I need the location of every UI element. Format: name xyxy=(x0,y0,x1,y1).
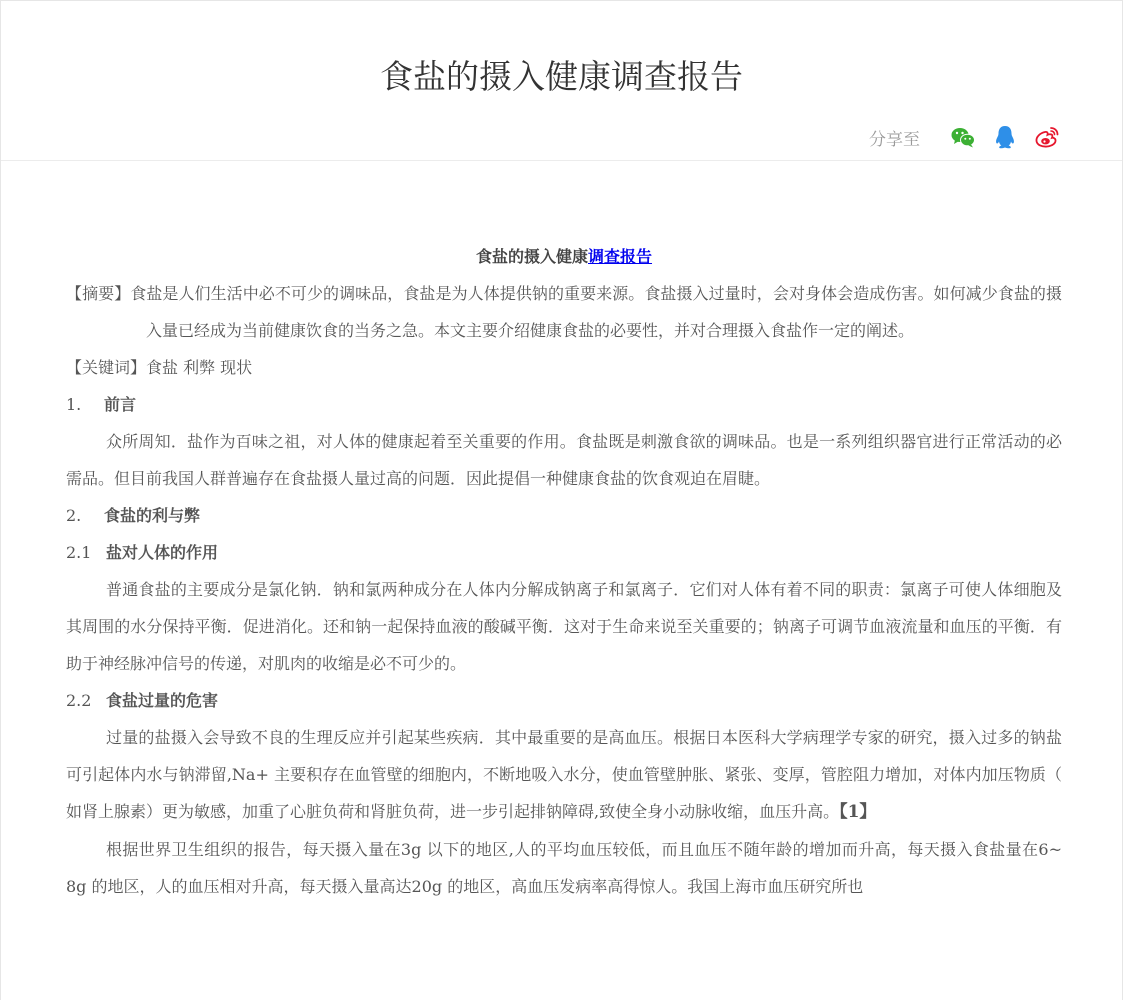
section-heading-2-2 xyxy=(66,682,1062,719)
paragraph-text: 过量的盐摄入会导致不良的生理反应并引起某些疾病．其中最重要的是高血压。根据日本医科大学病理学专家的研究，摄入过多的钠盐可引起体内水与钠滞留,Na+ 主要积存在血管壁的细胞内，不断地吸入水分，使血管壁肿胀、紧张、变厚，管腔阻力增加，对体内加压物质（ 如肾上腺素）更为敏感，加重了心脏负荷和肾脏负荷，进一步引起排钠障碍,致使全身小动脉收缩，血压升高。 xyxy=(66,728,1062,821)
article-body xyxy=(66,239,1062,905)
section-title: 食盐过量的危害 xyxy=(106,691,219,710)
article-title xyxy=(66,239,1062,275)
section-heading-2-1 xyxy=(66,534,1062,571)
section-1-paragraph: 众所周知．盐作为百味之祖，对人体的健康起着至关重要的作用。食盐既是刺激食欲的调味品。也是一系列组织器官进行正常活动的必需品。但目前我国人群普遍存在食盐摄人量过高的问题．因此提倡一种健康食盐的饮食观迫在眉睫。 xyxy=(66,432,1062,488)
section-number: 1. xyxy=(66,395,82,414)
wechat-icon[interactable] xyxy=(950,124,976,150)
section-title: 食盐的利与弊 xyxy=(104,506,201,525)
share-bar xyxy=(869,123,1060,151)
section-number: 2. xyxy=(66,506,82,525)
section-2-1-paragraph: 普通食盐的主要成分是氯化钠．钠和氯两种成分在人体内分解成钠离子和氯离子．它们对人体有着不同的职责：氯离子可使人体细胞及其周围的水分保持平衡．促进消化。还和钠一起保持血液的酸碱平衡．这对于生命来说至关重要的；钠离子可调节血液流量和血压的平衡．有助于神经脉冲信号的传递，对肌肉的收缩是必不可少的。 xyxy=(66,580,1062,673)
section-heading-1 xyxy=(66,386,1062,423)
page-title: 食盐的摄入健康调查报告 xyxy=(380,57,743,96)
qq-icon[interactable] xyxy=(992,124,1018,150)
page-header xyxy=(1,1,1122,161)
article-title-link[interactable]: 调查报告 xyxy=(588,247,653,266)
section-2-2-paragraph xyxy=(66,719,1062,831)
section-number: 2.1 xyxy=(66,543,92,562)
article-title-text: 食盐的摄入健康 xyxy=(475,247,588,266)
reference-marker: 【1】 xyxy=(839,802,877,822)
share-label: 分享至 xyxy=(869,129,920,150)
section-title: 前言 xyxy=(104,395,137,414)
section-2-2-paragraph-2: 根据世界卫生组织的报告，每天摄入量在3g 以下的地区,人的平均血压较低，而且血压不随年龄的增加而升高，每天摄入食盐量在6~ 8g 的地区，人的血压相对升高，每天摄入量高达20g 的地区，高血压发病率高得惊人。我国上海市血压研究所也 xyxy=(66,840,1062,896)
section-title: 盐对人体的作用 xyxy=(106,543,219,562)
section-heading-2 xyxy=(66,497,1062,534)
abstract-paragraph: 【摘要】食盐是人们生活中必不可少的调味品，食盐是为人体提供钠的重要来源。食盐摄入过量时，会对身体会造成伤害。如何减少食盐的摄入量已经成为当前健康饮食的当务之急。本文主要介绍健康食盐的必要性，并对合理摄入食盐作一定的阐述。 xyxy=(66,284,1062,340)
keywords-line: 【关键词】食盐 利弊 现状 xyxy=(66,358,253,377)
section-number: 2.2 xyxy=(66,691,92,710)
weibo-icon[interactable] xyxy=(1034,124,1060,150)
